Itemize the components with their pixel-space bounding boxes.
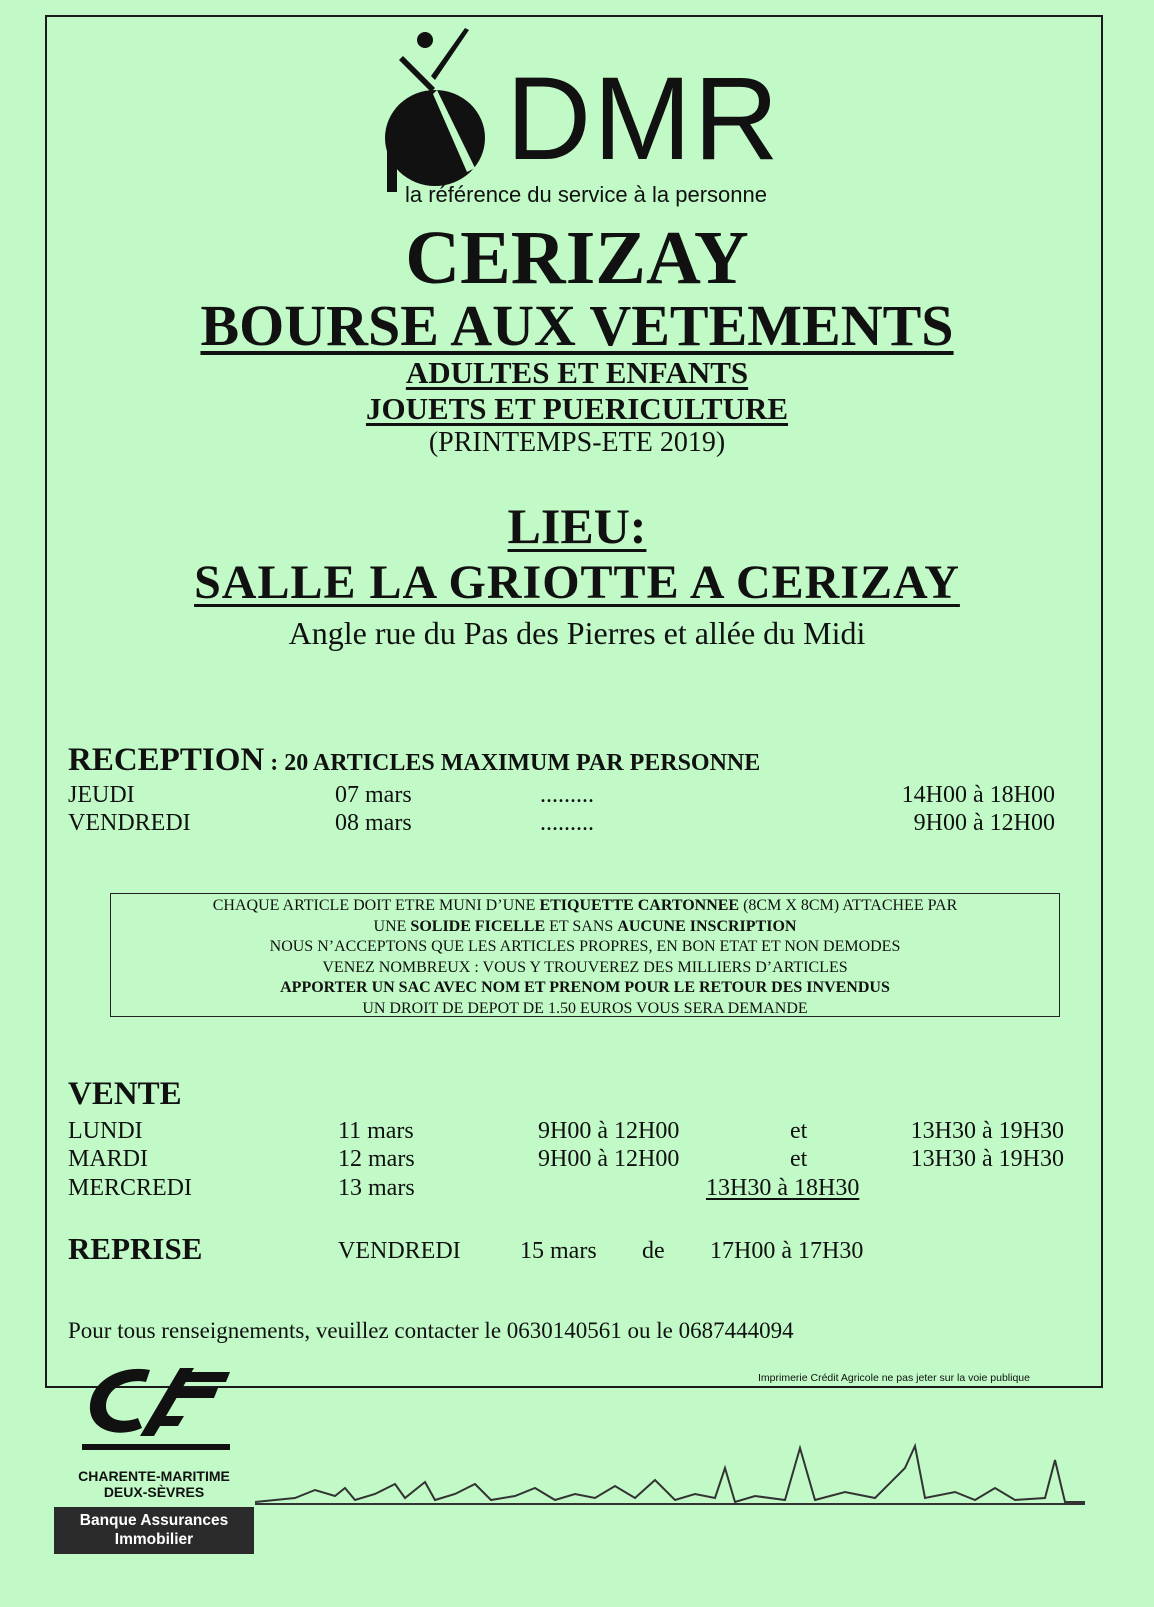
reception-row-day: JEUDI: [68, 782, 135, 808]
reception-row-date: 08 mars: [335, 810, 412, 836]
return-date: 15 mars: [520, 1238, 597, 1264]
reception-row-date: 07 mars: [335, 782, 412, 808]
printer-note: Imprimerie Crédit Agricole ne pas jeter sur la voie publique: [758, 1372, 1030, 1384]
sale-row-day: LUNDI: [68, 1118, 143, 1144]
notice-line: NOUS N’ACCEPTONS QUE LES ARTICLES PROPRES, EN BON ETAT ET NON DEMODES: [269, 938, 901, 955]
deposit-rules-notice: [110, 893, 1060, 1017]
reception-row-time: 9H00 à 12H00: [913, 810, 1055, 836]
reception-row-dots: .........: [540, 810, 594, 836]
sale-row-afternoon: 13H30 à 19H30: [910, 1118, 1064, 1144]
notice-line: UN DROIT DE DEPOT DE 1.50 EUROS VOUS SERA DEMANDE: [362, 999, 808, 1017]
sale-row-date: 13 mars: [338, 1175, 415, 1201]
sale-row-and: et: [790, 1118, 808, 1144]
event-title: BOURSE AUX VETEMENTS: [200, 293, 954, 358]
return-heading: REPRISE: [68, 1231, 203, 1266]
sale-row-single-slot: 13H30 à 18H30: [706, 1175, 860, 1201]
reception-row-day: VENDREDI: [68, 810, 191, 836]
return-day: VENDREDI: [338, 1238, 461, 1264]
return-time: 17H00 à 17H30: [710, 1238, 864, 1264]
venue-address: Angle rue du Pas des Pierres et allée du Midi: [288, 615, 866, 651]
city-title: CERIZAY: [405, 216, 749, 300]
dmr-logo-icon: [383, 28, 503, 198]
sale-row-day: MARDI: [68, 1146, 149, 1172]
dmr-tagline: la référence du service à la personne: [405, 182, 767, 207]
sale-row-and: et: [790, 1146, 808, 1172]
subtitle-toys: JOUETS ET PUERICULTURE: [365, 391, 789, 426]
notice-line: APPORTER UN SAC AVEC NOM ET PRENOM POUR LE RETOUR DES INVENDUS: [280, 979, 890, 996]
bank-region: CHARENTE-MARITIME: [78, 1468, 230, 1484]
sale-row-morning: 9H00 à 12H00: [538, 1118, 680, 1144]
sale-row-date: 11 mars: [338, 1118, 414, 1144]
subtitle-adults: ADULTES ET ENFANTS: [405, 355, 749, 390]
credit-agricole-bar: [82, 1444, 230, 1450]
bank-region: DEUX-SÈVRES: [103, 1484, 205, 1500]
reception-row-dots: .........: [540, 782, 594, 808]
sale-row-date: 12 mars: [338, 1146, 415, 1172]
contact-line: Pour tous renseignements, veuillez contacter le 0630140561 ou le 0687444094: [68, 1318, 794, 1343]
reception-row-time: 14H00 à 18H00: [901, 782, 1055, 808]
notice-line: UNE SOLIDE FICELLE ET SANS AUCUNE INSCRIPTION: [373, 917, 797, 935]
credit-agricole-logo-icon: [80, 1362, 230, 1442]
location-label: LIEU:: [507, 498, 647, 554]
season-label: (PRINTEMPS-ETE 2019): [428, 427, 726, 458]
sale-row-day: MERCREDI: [68, 1175, 193, 1201]
notice-line: CHAQUE ARTICLE DOIT ETRE MUNI D’UNE ETIQUETTE CARTONNEE (8CM X 8CM) ATTACHEE PAR: [212, 897, 958, 914]
return-de: de: [642, 1238, 665, 1264]
notice-line: VENEZ NOMBREUX : VOUS Y TROUVEREZ DES MILLIERS D’ARTICLES: [322, 958, 848, 976]
bank-services-box: Banque Assurances Immobilier: [54, 1507, 254, 1554]
sale-row-morning: 9H00 à 12H00: [538, 1146, 680, 1172]
dmr-brand: DMR: [506, 53, 781, 185]
reception-heading: RECEPTION : 20 ARTICLES MAXIMUM PAR PERSONNE: [68, 742, 761, 778]
venue-name: SALLE LA GRIOTTE A CERIZAY: [194, 556, 960, 609]
sale-heading: VENTE: [68, 1076, 182, 1112]
sale-row-afternoon: 13H30 à 19H30: [910, 1146, 1064, 1172]
city-skyline-illustration-icon: [255, 1438, 1085, 1508]
